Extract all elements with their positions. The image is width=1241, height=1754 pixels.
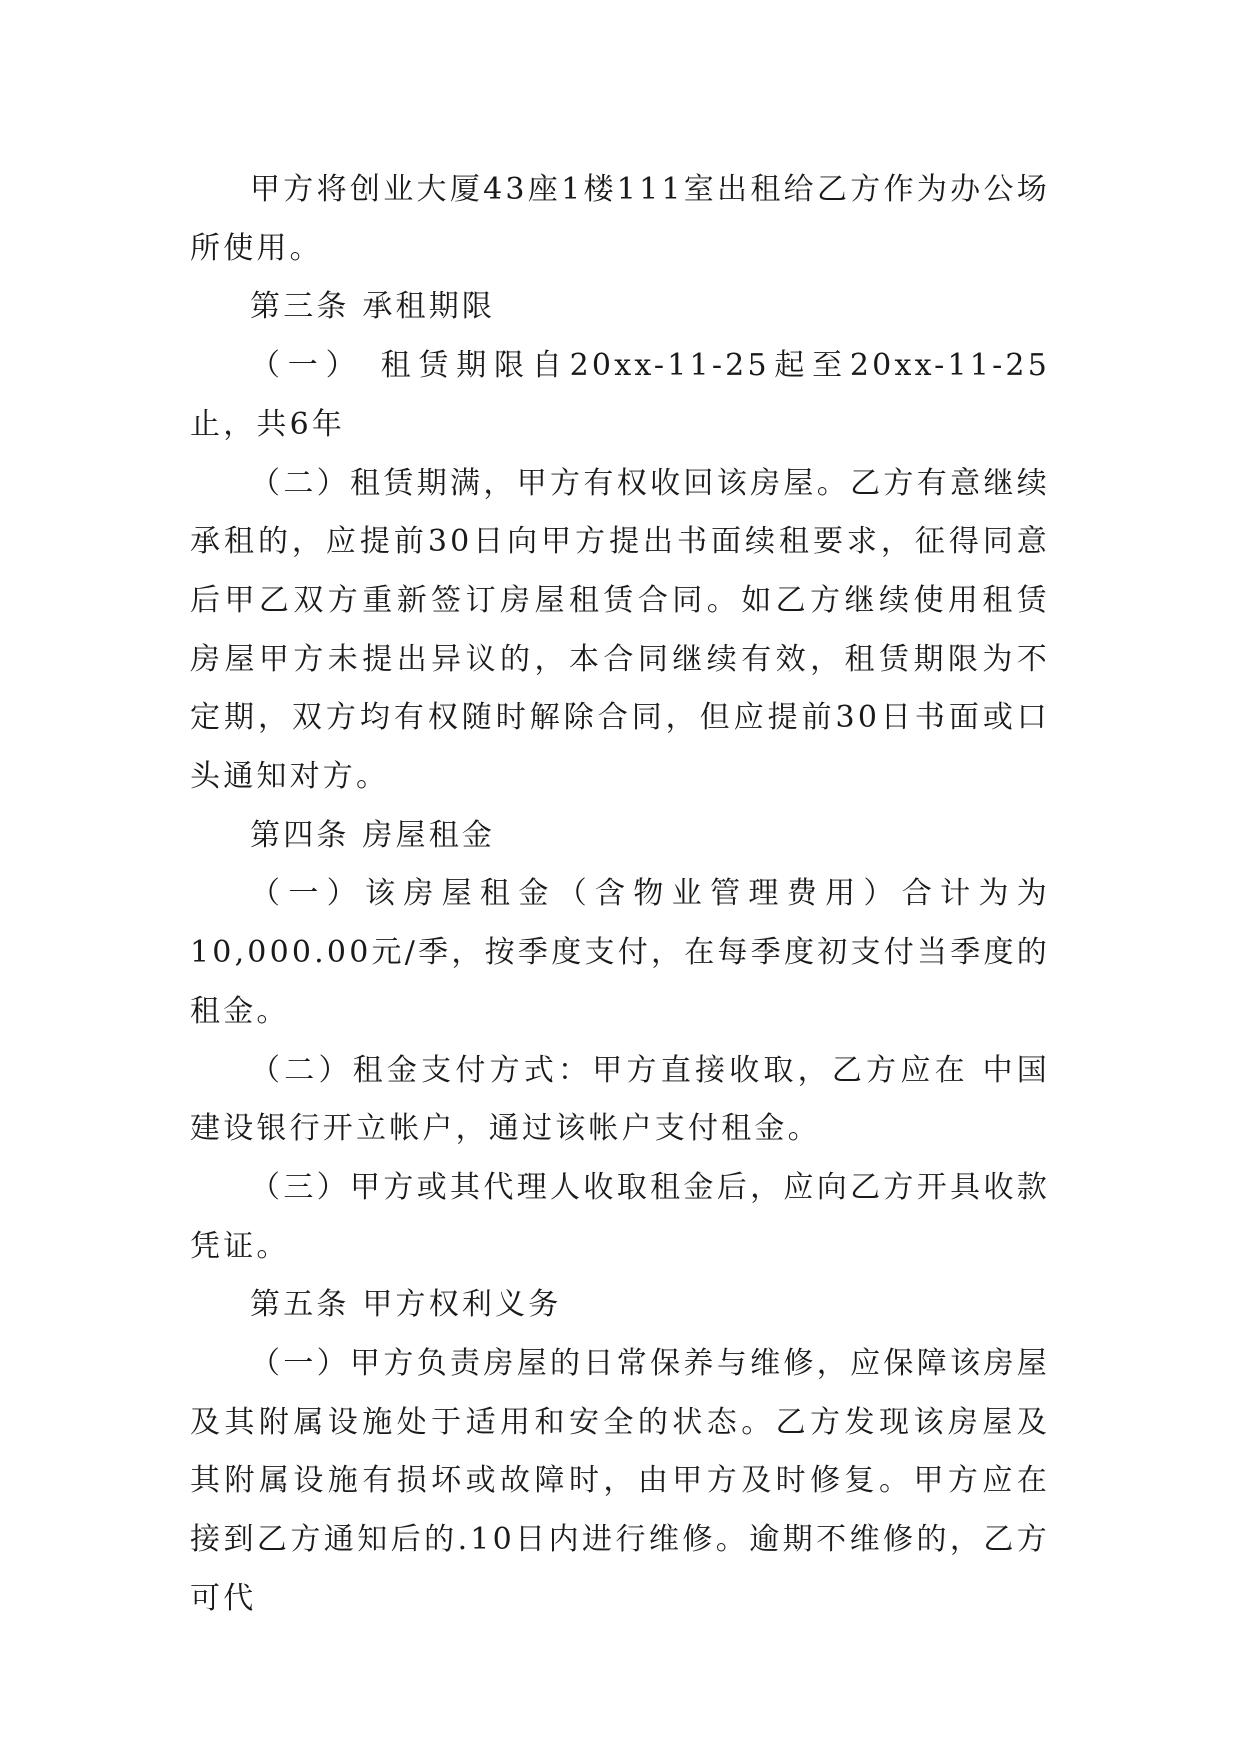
paragraph-premises: 甲方将创业大厦43座1楼111室出租给乙方作为办公场所使用。 (190, 172, 1050, 266)
article-3-heading: 第三条 承租期限 (250, 289, 496, 325)
document-body (190, 161, 1050, 1629)
paragraph-3-2: （二）租赁期满，甲方有权收回该房屋。乙方有意继续承租的，应提前30日向甲方提出书面续租要求，征得同意后甲乙双方重新签订房屋租赁合同。如乙方继续使用租赁房屋甲方未提出异议的，本合同继续有效，租赁期限为不定期，双方均有权随时解除合同，但应提前30日书面或口头通知对方。 (190, 465, 1050, 795)
paragraph-5-1: （一）甲方负责房屋的日常保养与维修，应保障该房屋及其附属设施处于适用和安全的状态。乙方发现该房屋及其附属设施有损坏或故障时，由甲方及时修复。甲方应在接到乙方通知后的.10日内进行维修。逾期不维修的，乙方可代 (190, 1346, 1050, 1616)
paragraph-4-1: （一）该房屋租金（含物业管理费用）合计为为10,000.00元/季，按季度支付，在每季度初支付当季度的租金。 (190, 876, 1050, 1029)
article-5-heading: 第五条 甲方权利义务 (250, 1287, 562, 1323)
paragraph-4-3: （三）甲方或其代理人收取租金后，应向乙方开具收款凭证。 (190, 1169, 1050, 1264)
paragraph-3-1: （一） 租赁期限自20xx-11-25起至20xx-11-25止，共6年 (190, 348, 1050, 442)
article-4-heading: 第四条 房屋租金 (250, 817, 496, 853)
paragraph-4-2: （二）租金支付方式：甲方直接收取，乙方应在 中国建设银行开立帐户，通过该帐户支付租金。 (190, 1052, 1050, 1147)
